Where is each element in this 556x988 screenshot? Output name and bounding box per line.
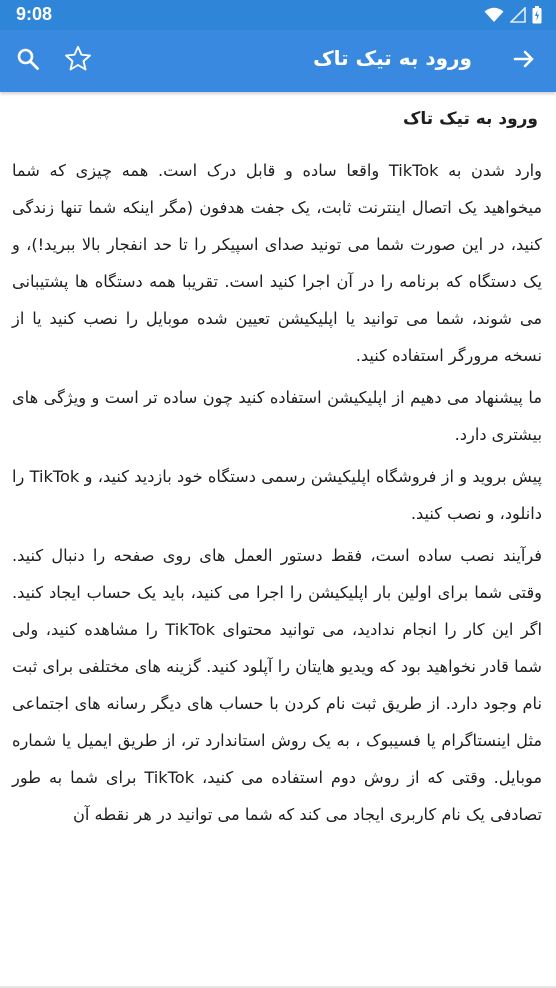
app-bar-title: ورود به تیک تاک [313, 46, 472, 70]
article-paragraph: فرآیند نصب ساده است، فقط دستور العمل های روی صفحه را دنبال کنید. وقتی شما برای اولین بار اپلیکیشن را اجرا می کنید، باید یک حساب ایجاد کنید. اگر این کار را انجام ندادید، می توانید محتوای TikTok را مشاهده کنید، ولی شما قادر نخواهید بود که ویدیو هایتان را آپلود کنید. گزینه های مختلفی برای ثبت نام وجود دارد. از طریق ثبت نام کردن با حساب های دیگر رسانه های اجتماعی مثل اینستاگرام یا فسیبوک ، به یک روش استاندارد تر، از طریق ایمیل یا شماره موبایل. وقتی که از روش دوم استفاده می کنید، TikTok برای شما به طور تصادفی یک نام کاربری ایجاد می کند که شما می توانید در هر نقطه آن [12, 546, 542, 824]
status-time: 9:08 [16, 4, 53, 24]
arrow-forward-icon [512, 47, 536, 75]
search-button[interactable] [8, 41, 48, 81]
article-paragraph: وارد شدن به TikTok واقعا ساده و قابل درک است. همه چیزی که شما میخواهید یک اتصال اینترنت ثابت، یک جفت هدفون (مگر اینکه شما تنها زندگی کنید، در این صورت شما می تونید صدای اسپیکر را تا حد انفجار بالا ببرید!)، و یک دستگاه که برنامه را در آن اجرا کنید است. تقریبا همه دستگاه ها پشتیبانی می شوند، شما می توانید یا اپلیکیشن تعیین شده موبایل را نصب کنید یا از نسخه مرورگر استفاده کنید. [12, 161, 542, 365]
status-icons [484, 6, 542, 24]
article-heading: ورود به تیک تاک [403, 109, 538, 129]
star-outline-icon [63, 44, 93, 78]
article-paragraph: ما پیشنهاد می دهیم از اپلیکیشن استفاده کنید چون ساده تر است و ویژگی های بیشتری دارد. [12, 388, 542, 444]
favorite-button[interactable] [58, 41, 98, 81]
status-bar [0, 0, 556, 30]
article-paragraph: پیش بروید و از فروشگاه اپلیکیشن رسمی دستگاه خود بازدید کنید، و TikTok را دانلود، و نصب کنید. [12, 467, 542, 523]
article-content[interactable] [0, 92, 556, 988]
wifi-icon [484, 7, 504, 23]
cell-signal-icon [510, 7, 526, 23]
search-icon [16, 47, 40, 75]
app-bar [0, 30, 556, 92]
battery-icon [532, 6, 542, 24]
back-button[interactable] [504, 41, 544, 81]
